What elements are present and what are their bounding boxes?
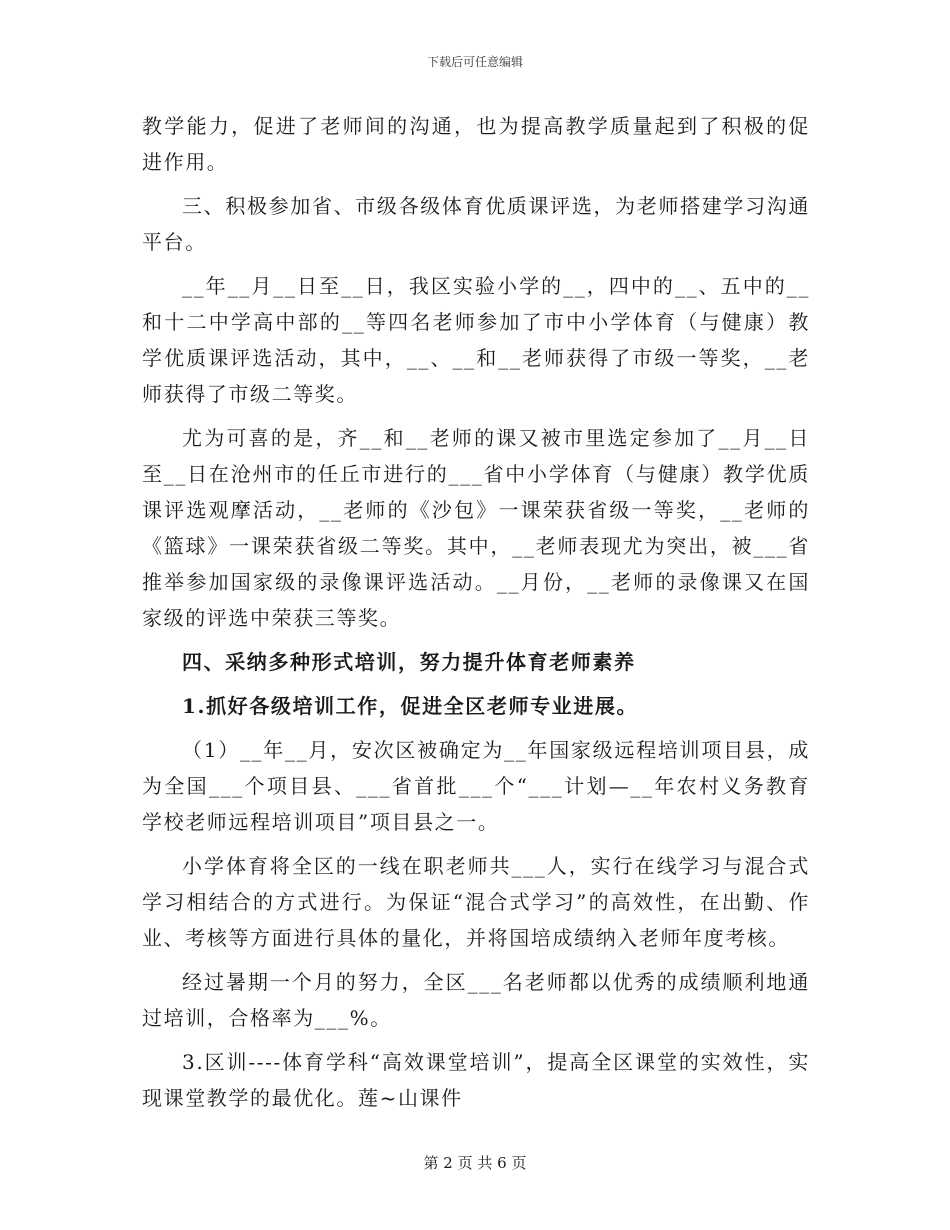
paragraph-continuation: 教学能力，促进了老师间的沟通，也为提高教学质量起到了积极的促进作用。 bbox=[142, 114, 810, 174]
page-number: 第 2 页 共 6 页 bbox=[423, 1154, 527, 1172]
paragraph-province-awards: 尤为可喜的是，齐__和__老师的课又被市里选定参加了__月__日至__日在沧州市的任丘市进行的___省中小学体育（与健康）教学优质课评选观摩活动，__老师的《沙包》一课荣获省级一等奖，__老师的《篮球》一课荣获省级二等奖。其中，__老师表现尤为突出，被___省推举参加国家级的录像课评选活动。__月份，__老师的录像课又在国家级的评选中荣获三等奖。 bbox=[142, 426, 810, 630]
paragraph-city-awards: __年__月__日至__日，我区实验小学的__，四中的__、五中的__和十二中学高中部的__等四名老师参加了市中小学体育（与健康）教学优质课评选活动，其中，__、__和__老师获得了市级一等奖，__老师获得了市级二等奖。 bbox=[142, 274, 810, 406]
paragraph-online-learning: 小学体育将全区的一线在职老师共___人，实行在线学习与混合式学习相结合的方式进行。为保证“混合式学习”的高效性，在出勤、作业、考核等方面进行具体的量化，并将国培成绩纳入老师年度考核。 bbox=[142, 854, 810, 950]
section-four-heading: 四、采纳多种形式培训，努力提升体育老师素养 bbox=[182, 650, 636, 674]
paragraph-district-training: 3.区训----体育学科“高效课堂培训”，提高全区课堂的实效性，实现课堂教学的最优化。莲~山课件 bbox=[142, 1050, 810, 1110]
document-body bbox=[142, 108, 810, 1116]
subsection-one-heading: 1.抓好各级培训工作，促进全区老师专业进展。 bbox=[182, 694, 639, 718]
paragraph-training-result: 经过暑期一个月的努力，全区___名老师都以优秀的成绩顺利地通过培训，合格率为___%。 bbox=[142, 970, 810, 1030]
section-three-heading: 三、积极参加省、市级各级体育优质课评选，为老师搭建学习沟通平台。 bbox=[142, 194, 810, 254]
page-header: 下载后可任意编辑 bbox=[426, 55, 523, 69]
paragraph-item-one: （1）__年__月，安次区被确定为__年国家级远程培训项目县，成为全国___个项目县、___省首批___个“___计划—__年农村义务教育学校老师远程培训项目”项目县之一。 bbox=[142, 738, 810, 834]
